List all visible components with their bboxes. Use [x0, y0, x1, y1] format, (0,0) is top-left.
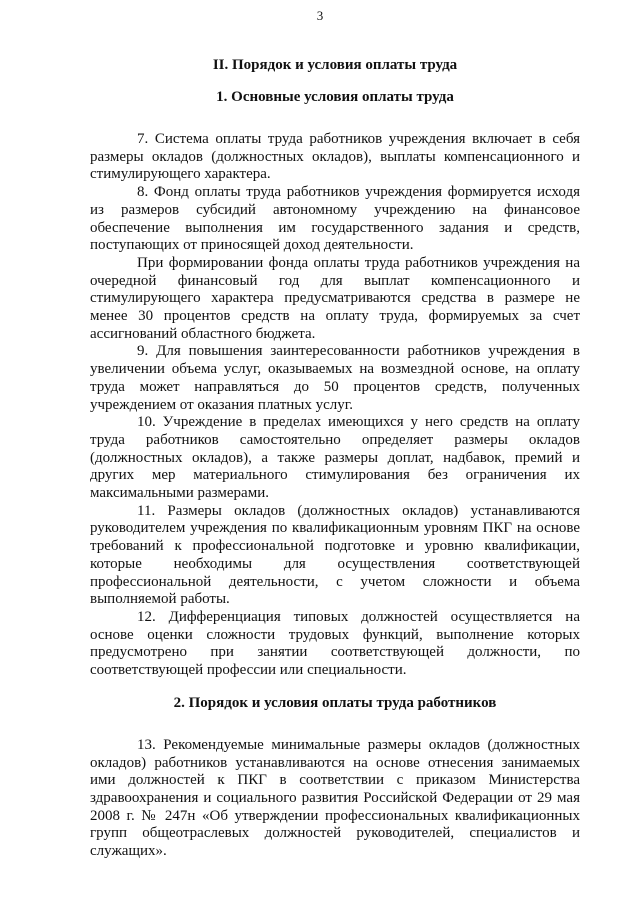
subsection-title: 1. Основные условия оплаты труда — [216, 89, 454, 105]
spacer — [90, 119, 580, 131]
paragraph-11: 11. Размеры окладов (должностных окладов) устанавливаются руководителем учреждения по квалификационным уровням ПКГ на основе требований к профессиональной подготовке и уровню квалификации, которые необходимы для осуществления соответствующей профессиональной деятельности, с учетом сложности и объема выполняемой работы. — [90, 502, 580, 608]
spacer — [90, 725, 580, 737]
paragraph-9: 9. Для повышения заинтересованности работников учреждения в увеличении объема услуг, оказываемых на возмездной основе, на оплату труда может направляться до 50 процентов средств, полученных учреждением от оказания платных услуг. — [90, 343, 580, 413]
paragraph-10: 10. Учреждение в пределах имеющихся у него средств на оплату труда работников самостоятельно определяет размеры окладов (должностных окладов), а также размеры доплат, надбавок, премий и других мер материального стимулирования без ограничения их максимальными размерами. — [90, 414, 580, 502]
page-number: 3 — [316, 8, 324, 23]
paragraph-8-continued: При формировании фонда оплаты труда работников учреждения на очередной финансовый год для выплат компенсационного и стимулирующего характера предусматриваются средства в размере не менее 30 процентов средств на оплату труда, формируемых за счет ассигнований областного бюджета. — [90, 254, 580, 342]
paragraph-8: 8. Фонд оплаты труда работников учреждения формируется исходя из размеров субсидий автономному учреждению на финансовое обеспечение выполнения им государственного задания и средств, поступающих от приносящей доход деятельности. — [90, 184, 580, 254]
subsection-basic-conditions — [90, 88, 580, 680]
paragraph-7: 7. Система оплаты труда работников учреждения включает в себя размеры окладов (должностных окладов), выплаты компенсационного и стимулирующего характера. — [90, 131, 580, 183]
section-title: II. Порядок и условия оплаты труда — [212, 57, 458, 73]
subsection-pay-conditions — [90, 694, 580, 861]
spacer — [90, 680, 580, 694]
paragraph-13: 13. Рекомендуемые минимальные размеры окладов (должностных окладов) работников устанавливаются на основе отнесения занимаемых ими должностей к ПКГ в соответствии с приказом Министерства здравоохранения и социального развития Российской Федерации от 29 мая 2008 г. № 247н «Об утверждении профессиональных квалификационных групп общеотраслевых должностей руководителей, специалистов и служащих». — [90, 736, 580, 860]
subsection-title: 2. Порядок и условия оплаты труда работников — [173, 694, 497, 711]
paragraph-12: 12. Дифференциация типовых должностей осуществляется на основе оценки сложности трудовых функций, выполнение которых предусмотрено при занятии соответствующей должности, по соответствующей профессии или специальности. — [90, 608, 580, 679]
document-body — [90, 56, 580, 861]
